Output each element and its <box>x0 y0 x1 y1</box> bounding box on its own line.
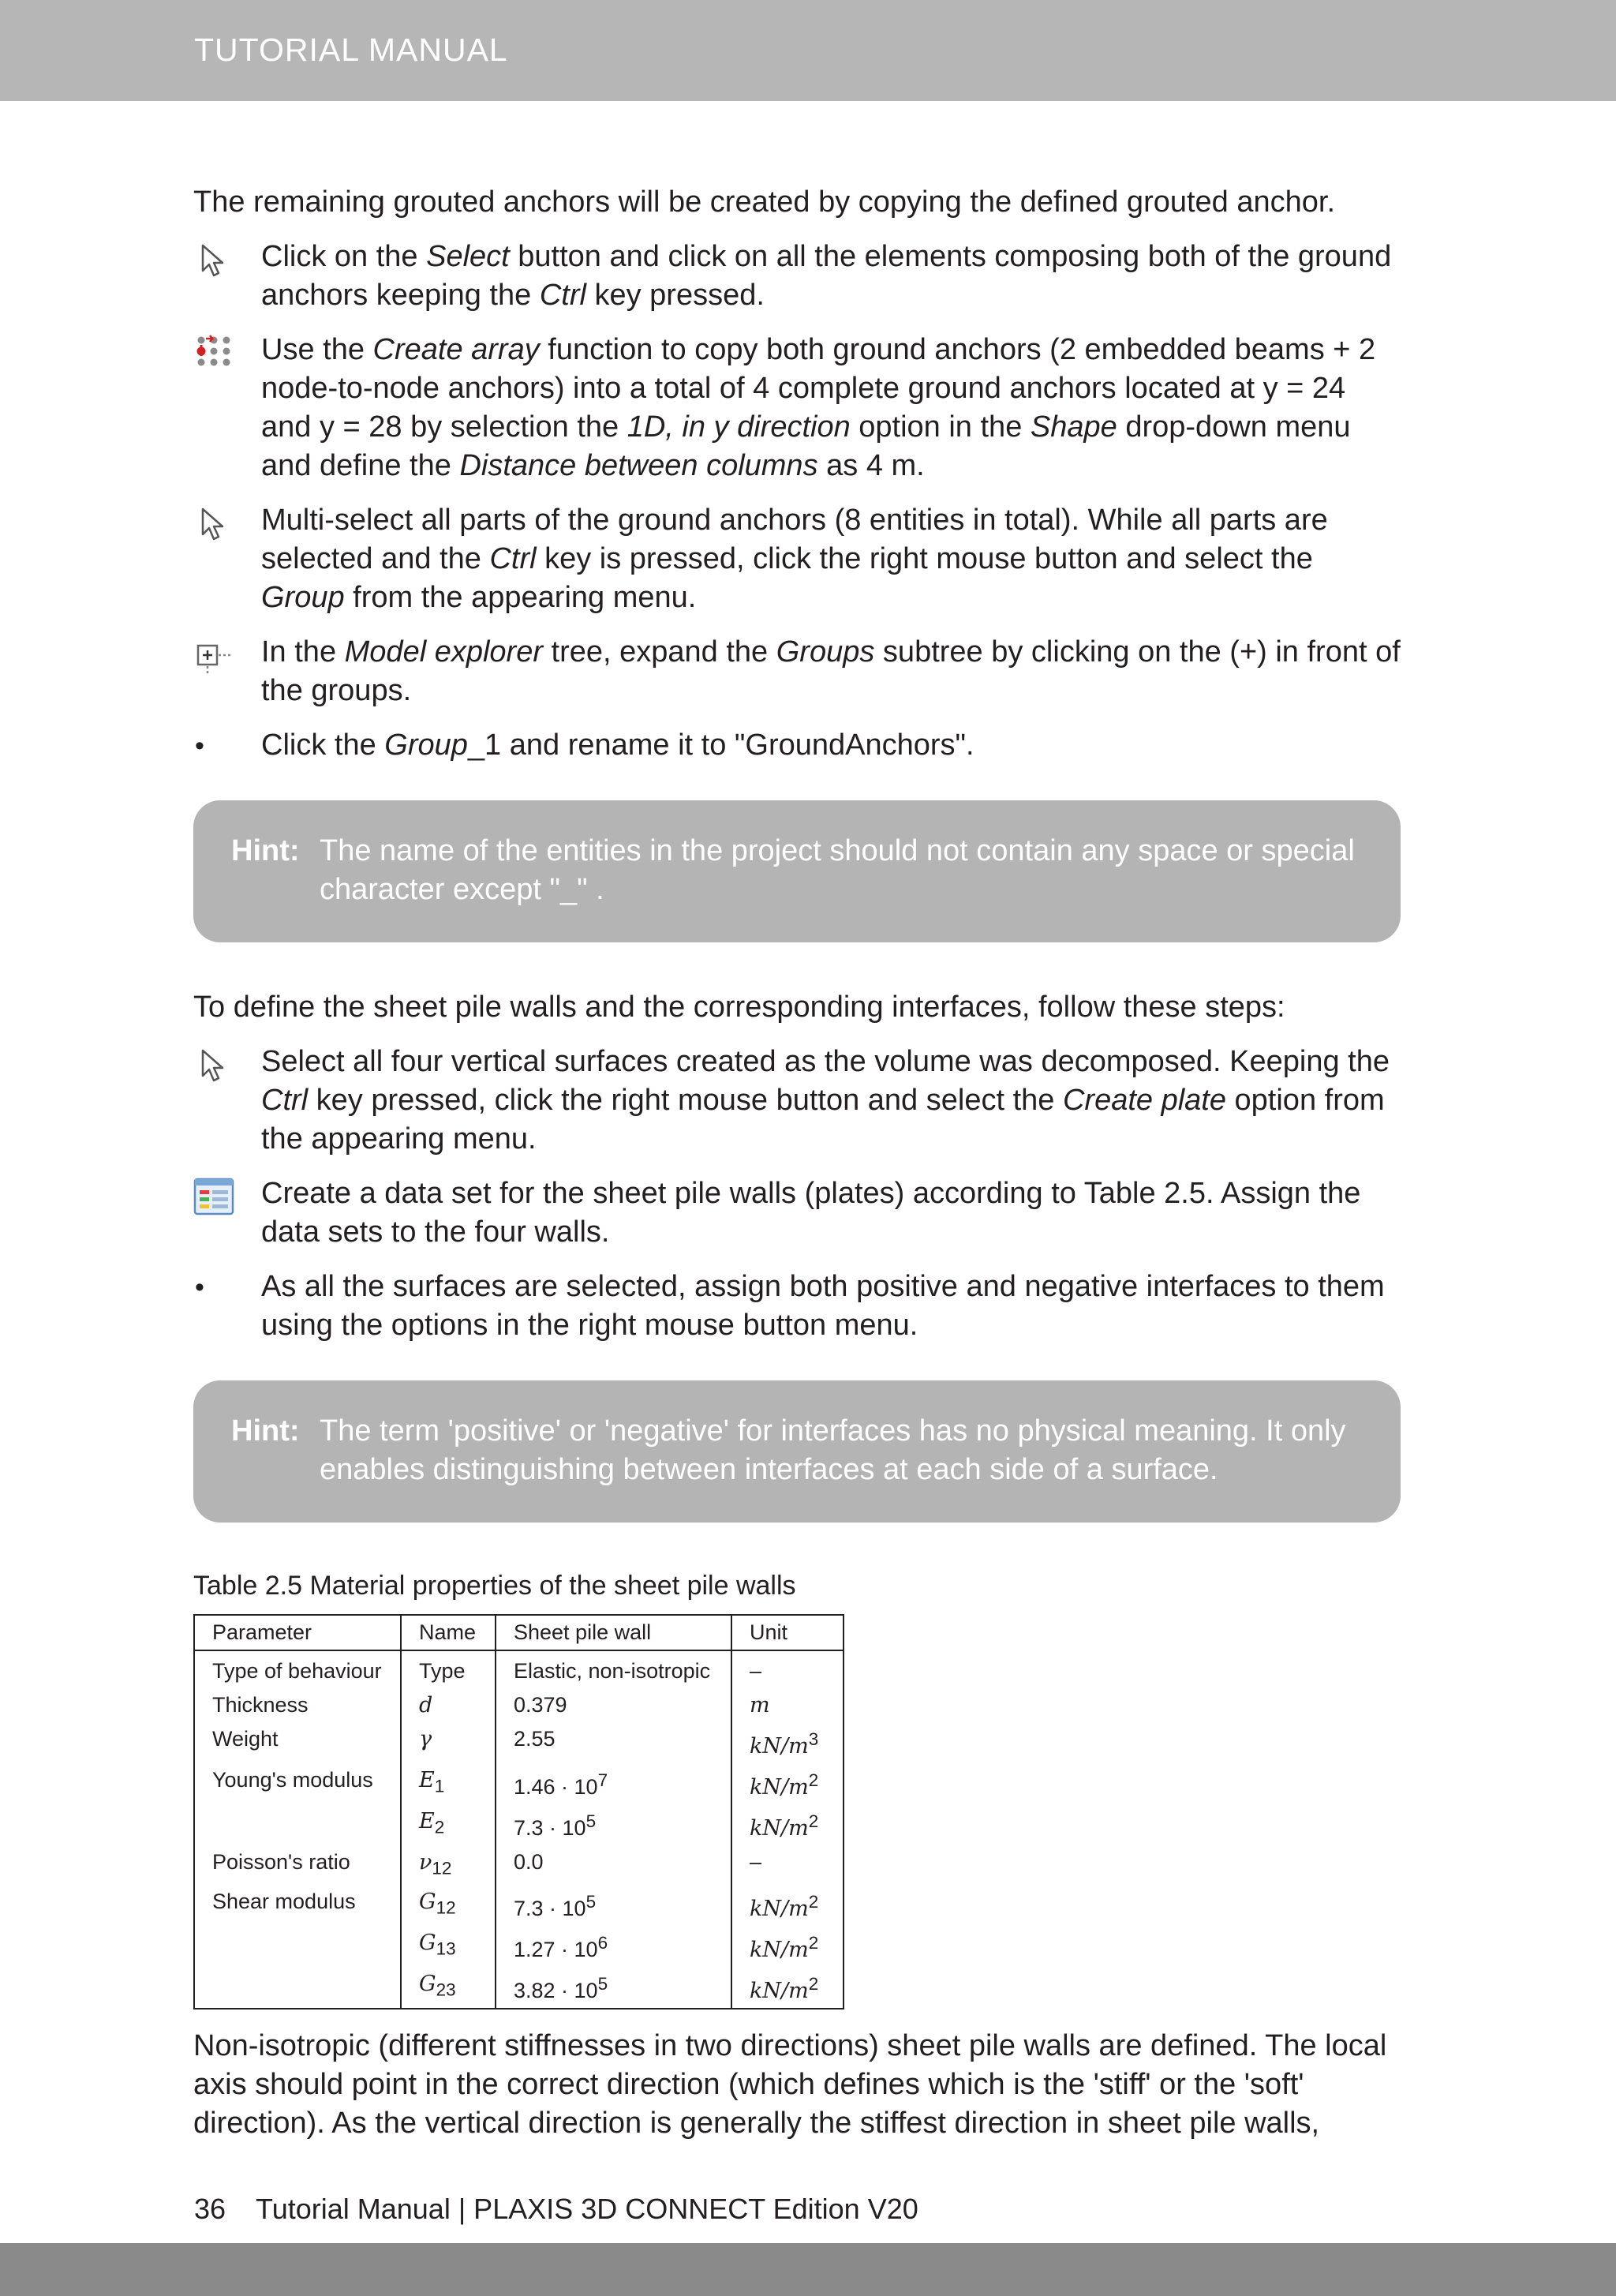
material-sets-icon <box>193 1174 261 1213</box>
table-cell: $kN/m^2$ <box>731 1885 844 1926</box>
create-array-icon <box>193 331 261 369</box>
list-item <box>193 633 1401 710</box>
hint-text: The name of the entities in the project should not contain any space or special character except "_" . <box>320 834 1355 906</box>
table-row <box>194 1967 844 2009</box>
column-header: Name <box>401 1615 496 1650</box>
table-body <box>194 1650 844 2009</box>
table-cell: 2.55 <box>496 1722 731 1763</box>
table-cell: $kN/m^2$ <box>731 1926 844 1967</box>
list-item <box>193 1043 1401 1159</box>
table-cell: m <box>731 1688 844 1722</box>
select-cursor-icon <box>193 501 261 540</box>
select-cursor-icon <box>193 1043 261 1081</box>
table-cell: $E_2$ <box>401 1804 496 1845</box>
hint-text: The term 'positive' or 'negative' for interfaces has no physical meaning. It only enables distinguishing between interfaces at each side of a surface. <box>320 1414 1346 1486</box>
table-caption: Table 2.5 Material properties of the sheet pile walls <box>193 1571 796 1601</box>
hint-label: Hint: <box>231 834 300 867</box>
column-header: Parameter <box>194 1615 401 1650</box>
select-cursor-icon <box>193 238 261 276</box>
footer-bar <box>0 2243 1616 2296</box>
page-number: 36 <box>194 2193 226 2225</box>
table-cell: Poisson's ratio <box>194 1845 401 1885</box>
closing-paragraph: Non-isotropic (different stiffnesses in two directions) sheet pile walls are defined. The local axis should point in the correct direction (which defines which is the 'stiff' or the 'soft' direction). As the vertical direction is generally the stiffest direction in sheet pile walls, <box>193 2029 1387 2141</box>
list-item <box>193 501 1401 617</box>
table-cell: $7.3 \cdot 10^5$ <box>496 1804 731 1845</box>
table-row <box>194 1804 844 1845</box>
column-header: Sheet pile wall <box>496 1615 731 1650</box>
table-cell: Young's modulus <box>194 1763 401 1804</box>
table-cell: Shear modulus <box>194 1885 401 1926</box>
list-item-text: Multi-select all parts of the ground anchors (8 entities in total). While all parts are selected and the Ctrl key is pressed, click the right mouse button and select the Group from the appearing menu. <box>261 504 1328 614</box>
list-item-text: Select all four vertical surfaces created as the volume was decomposed. Keeping the Ctrl key pressed, click the right mouse button and select the Create plate option from the appearing menu. <box>261 1045 1390 1155</box>
bullet-icon: • <box>195 731 204 761</box>
sheet-pile-steps-list <box>193 1043 1401 1345</box>
list-item-text: Click the Group_1 and rename it to "GroundAnchors". <box>261 729 974 762</box>
table-cell: γ <box>401 1722 496 1763</box>
page-footer <box>194 2193 918 2226</box>
table-cell <box>194 1967 401 2009</box>
table-cell: $kN/m^2$ <box>731 1967 844 2009</box>
list-item <box>193 1174 1401 1252</box>
table-cell: $7.3 \cdot 10^5$ <box>496 1885 731 1926</box>
table-cell: $kN/m^2$ <box>731 1804 844 1845</box>
table-cell: 0.0 <box>496 1845 731 1885</box>
table-cell: – <box>731 1845 844 1885</box>
table-cell: $E_1$ <box>401 1763 496 1804</box>
table-cell: $G_{13}$ <box>401 1926 496 1967</box>
table-cell: $kN/m^2$ <box>731 1763 844 1804</box>
footer-title: Tutorial Manual | PLAXIS 3D CONNECT Edition V20 <box>256 2193 918 2225</box>
table-cell: Type <box>401 1650 496 1688</box>
table-cell: $G_{12}$ <box>401 1885 496 1926</box>
table-cell: 0.379 <box>496 1688 731 1722</box>
list-item-text: Use the Create array function to copy both ground anchors (2 embedded beams + 2 node-to-node anchors) into a total of 4 complete ground anchors located at y = 24 and y = 28 by selection the 1D, in y direction option in the Shape drop-down menu and define the Distance between columns as 4 m. <box>261 333 1376 482</box>
table-header-row <box>194 1615 844 1650</box>
table-cell: $\nu_{12}$ <box>401 1845 496 1885</box>
table-cell: Type of behaviour <box>194 1650 401 1688</box>
table-row <box>194 1650 844 1688</box>
material-properties-table <box>193 1614 844 2009</box>
list-item <box>193 331 1401 485</box>
expand-tree-icon <box>193 633 261 672</box>
hint-label: Hint: <box>231 1414 300 1448</box>
list-item <box>193 726 1401 765</box>
page-content <box>193 183 1401 2159</box>
list-item-text: Click on the Select button and click on all the elements composing both of the ground anchors keeping the Ctrl key pressed. <box>261 240 1392 312</box>
table-row <box>194 1845 844 1885</box>
table-cell: – <box>731 1650 844 1688</box>
list-item-text: Create a data set for the sheet pile walls (plates) according to Table 2.5. Assign the data sets to the four walls. <box>261 1177 1361 1249</box>
table-cell <box>194 1926 401 1967</box>
sheet-pile-intro: To define the sheet pile walls and the corresponding interfaces, follow these steps: <box>193 991 1285 1024</box>
list-item <box>193 238 1401 315</box>
table-row <box>194 1722 844 1763</box>
hint-box-naming <box>193 800 1401 942</box>
table-row <box>194 1926 844 1967</box>
table-cell: Thickness <box>194 1688 401 1722</box>
bullet-icon: • <box>195 1272 204 1302</box>
table-row <box>194 1688 844 1722</box>
table-cell <box>194 1804 401 1845</box>
table-row <box>194 1763 844 1804</box>
list-item <box>193 1268 1401 1345</box>
table-cell: d <box>401 1688 496 1722</box>
header-title: TUTORIAL MANUAL <box>194 32 508 68</box>
anchor-steps-list <box>193 238 1401 765</box>
table-cell: $1.27 \cdot 10^6$ <box>496 1926 731 1967</box>
table-row <box>194 1885 844 1926</box>
table-cell: Elastic, non-isotropic <box>496 1650 731 1688</box>
page-header <box>0 0 1616 101</box>
table-cell: $3.82 \cdot 10^5$ <box>496 1967 731 2009</box>
hint-box-interfaces <box>193 1380 1401 1523</box>
list-item-text: As all the surfaces are selected, assign both positive and negative interfaces to them using the options in the right mouse button menu. <box>261 1270 1385 1342</box>
table-cell: $kN/m^3$ <box>731 1722 844 1763</box>
intro-paragraph: The remaining grouted anchors will be created by copying the defined grouted anchor. <box>193 185 1336 219</box>
table-cell: $G_{23}$ <box>401 1967 496 2009</box>
column-header: Unit <box>731 1615 844 1650</box>
table-cell: $1.46 \cdot 10^7$ <box>496 1763 731 1804</box>
list-item-text: In the Model explorer tree, expand the Groups subtree by clicking on the (+) in front of the groups. <box>261 635 1401 707</box>
table-cell: Weight <box>194 1722 401 1763</box>
